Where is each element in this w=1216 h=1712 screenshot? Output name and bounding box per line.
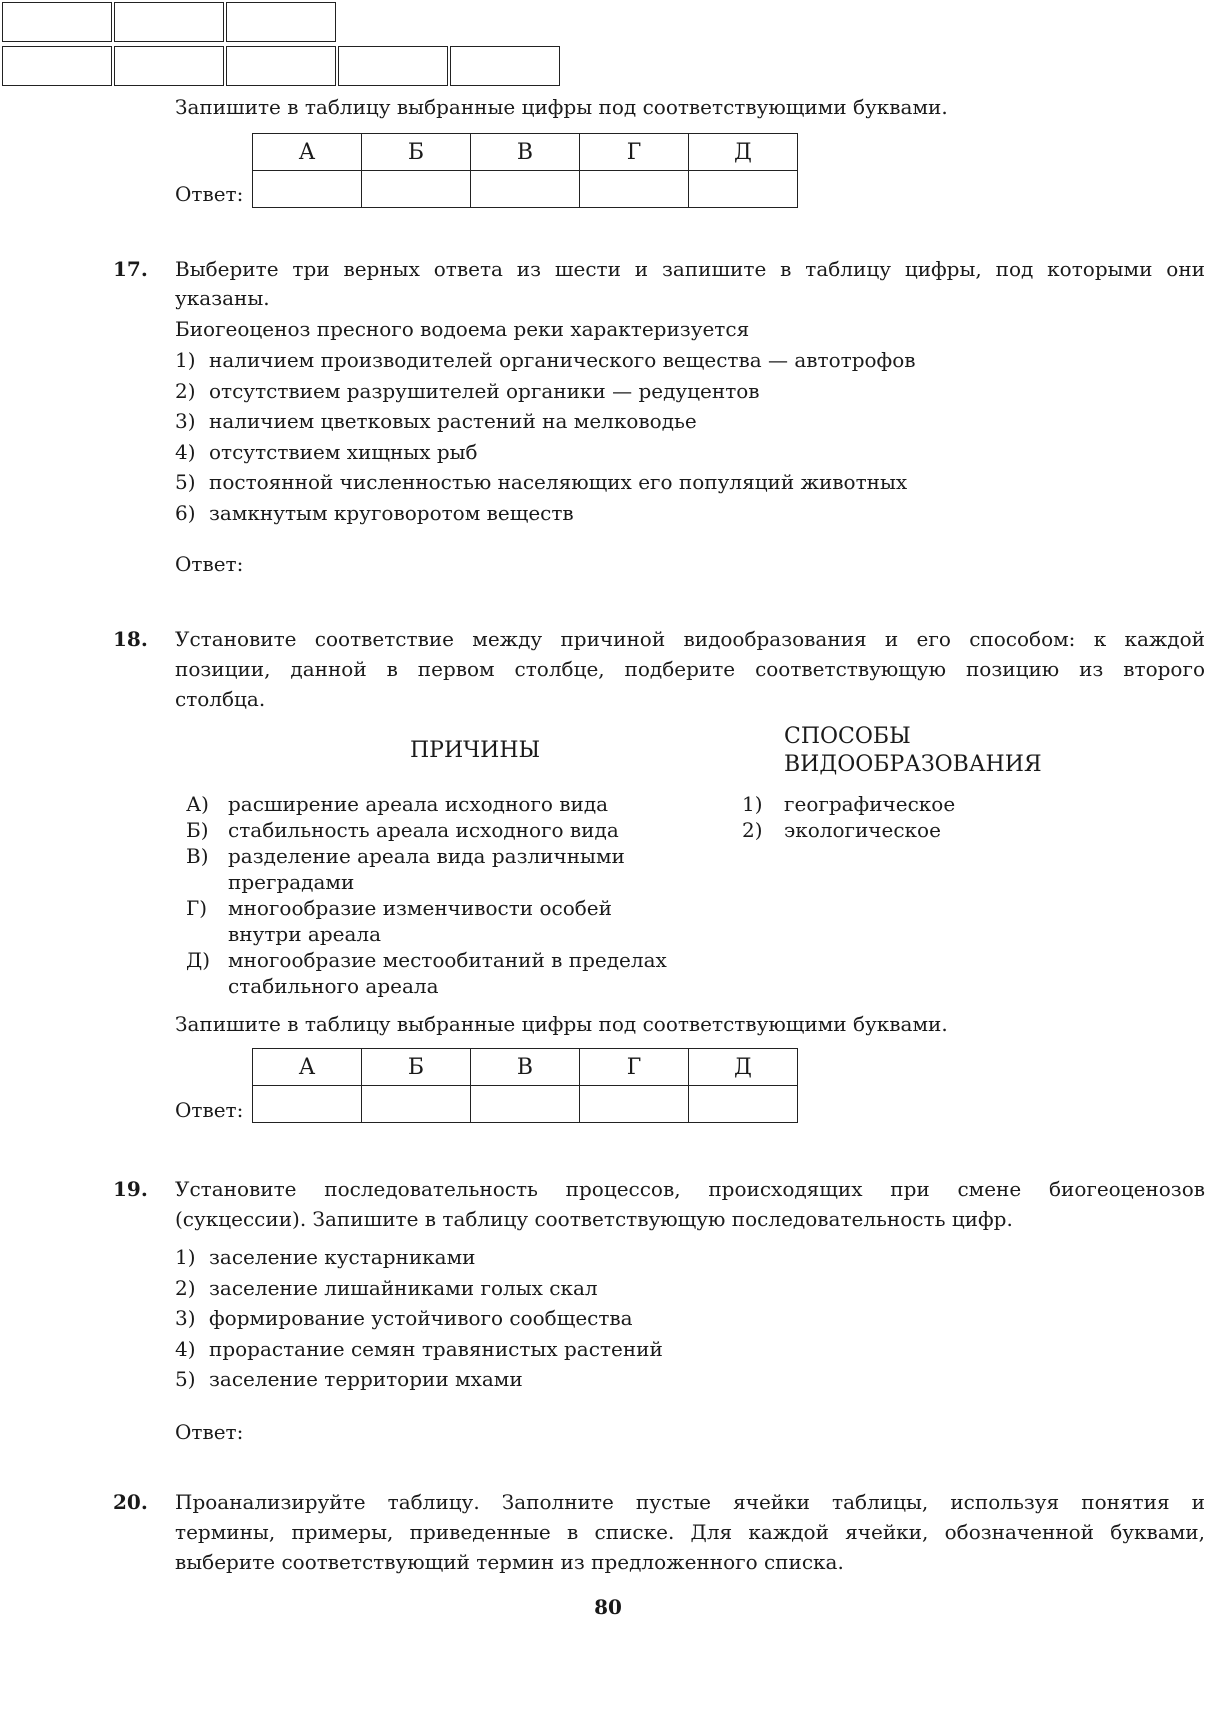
q18-answer-label: Ответ: (175, 1098, 244, 1122)
answer-cell[interactable] (114, 46, 224, 86)
letter-cell: Б (362, 134, 471, 171)
letter-cell: В (471, 1049, 580, 1086)
q16-answer-label: Ответ: (175, 182, 244, 206)
q19-number: 19. (113, 1177, 148, 1201)
letter-cell: Д (689, 1049, 798, 1086)
q19-prompt-line2: (сукцессии). Запишите в таблицу соответствующую последовательность цифр. (175, 1207, 1013, 1231)
q16-instruction: Запишите в таблицу выбранные цифры под соответствующими буквами. (175, 95, 948, 119)
column-header-methods-1: СПОСОБЫ (784, 724, 911, 749)
letter-cell: Г (580, 1049, 689, 1086)
q20-prompt-line2: термины, примеры, приведенные в списке. Для каждой ячейки, обозначенной буквами, (175, 1520, 1205, 1544)
answer-cell[interactable] (2, 2, 112, 42)
page-number: 80 (594, 1595, 622, 1619)
answer-cell[interactable] (253, 1086, 362, 1123)
list-item: 2) отсутствием разрушителей органики — редуцентов (175, 378, 760, 403)
list-item: 4) прорастание семян травянистых растений (175, 1336, 663, 1361)
letter-cell: Г (580, 134, 689, 171)
answer-cell[interactable] (450, 46, 560, 86)
answer-cell[interactable] (226, 46, 336, 86)
list-item: 4) отсутствием хищных рыб (175, 439, 478, 464)
q18-number: 18. (113, 627, 148, 651)
letter-cell: А (253, 134, 362, 171)
list-item: 3) формирование устойчивого сообщества (175, 1306, 633, 1330)
q17-number: 17. (113, 257, 148, 281)
answer-cell[interactable] (689, 1086, 798, 1123)
q17-prompt-line2: указаны. (175, 286, 270, 310)
answer-cell[interactable] (253, 171, 362, 208)
q17-stem: Биогеоценоз пресного водоема реки характеризуется (175, 317, 750, 341)
q18-prompt-line3: столбца. (175, 687, 266, 711)
exam-page: Запишите в таблицу выбранные цифры под соответствующими буквами. Ответ: А Б В Г Д 17. Выберите три верных ответа из шести и запишите в таблицу цифры, под которыми они указаны. Биогеоценоз пресного водоема реки характеризуется 1) наличием производителей органического вещества — автотрофов 2) отсутствием разрушителей органики — редуцентов 3) наличием цветковых растений на мелководье 4) отсутствием хищных рыб 5) постоянной численностью населяющих его популяций животных 6) замкнутым круговоротом веществ Ответ: 18. Установите соответствие между причиной видообразования и его способом: к каждой позиции, данной в первом столбце, подберите соответствующую позицию из второго столбца. ПРИЧИНЫ СПОСОБЫ ВИДООБРАЗОВАНИЯ А) расширение ареала исходного вида Б) стабильность ареала исходного вида В) разделение ареала вида различными преградами Г) многообразие изменчивости особей внутри ареала Д) многообразие местообитаний в пределах стабильного ареала 1) географическое 2) экологическое Запишите в таблицу выбранные цифры под соответствующими буквами. Ответ: А Б В Г Д 19. Установите последовательность процессов, происходящих при смене биогеоценозов (сукцессии). Запишите в таблицу соответствующую последовательность цифр. 1) заселение кустарниками 2) заселение лишайниками голых скал 3) формирование устойчивого сообщества 4) прорастание семян травянистых растений 5) заселение территории мхами Ответ: 20. Проанализируйте таблицу. Заполните пустые ячейки таблицы, используя понятия и термины, примеры, приведенные в списке. Для каждой ячейки, обозначенной буквами, выберите соответствующий термин из предложенного списка. 80 (0, 0, 1216, 1712)
letter-cell: Б (362, 1049, 471, 1086)
answer-cell[interactable] (471, 1086, 580, 1123)
answer-cell[interactable] (689, 171, 798, 208)
answer-cell[interactable] (114, 2, 224, 42)
list-item: 2) заселение лишайниками голых скал (175, 1275, 598, 1300)
q18-answer-table (252, 1048, 798, 1123)
q17-answer-table (0, 0, 338, 44)
q18-prompt-line1: Установите соответствие между причиной видообразования и его способом: к каждой (175, 627, 1205, 651)
q16-answer-table (252, 133, 798, 208)
q20-prompt-line3: выберите соответствующий термин из предложенного списка. (175, 1550, 844, 1574)
list-item: 5) постоянной численностью населяющих его популяций животных (175, 470, 908, 494)
answer-cell[interactable] (2, 46, 112, 86)
q18-prompt-line2: позиции, данной в первом столбце, подберите соответствующую позицию из второго (175, 657, 1205, 681)
column-header-methods-2: ВИДООБРАЗОВАНИЯ (784, 752, 1042, 777)
answer-cell[interactable] (471, 171, 580, 208)
q19-options (175, 1242, 663, 1395)
q19-prompt-line1: Установите последовательность процессов, происходящих при смене биогеоценозов (175, 1177, 1205, 1201)
list-item: 1) наличием производителей органического вещества — автотрофов (175, 348, 916, 372)
list-item: 6) замкнутым круговоротом веществ (175, 500, 574, 525)
column-header-causes: ПРИЧИНЫ (410, 738, 541, 763)
list-item: 5) заселение территории мхами (175, 1367, 523, 1391)
letter-cell: В (471, 134, 580, 171)
q19-answer-label: Ответ: (175, 1420, 244, 1444)
answer-cell[interactable] (226, 2, 336, 42)
list-item: 1) заселение кустарниками (175, 1245, 476, 1269)
letter-cell: А (253, 1049, 362, 1086)
answer-cell[interactable] (580, 171, 689, 208)
answer-cell[interactable] (362, 1086, 471, 1123)
q17-options (175, 345, 916, 528)
answer-cell[interactable] (580, 1086, 689, 1123)
list-item: 3) наличием цветковых растений на мелководье (175, 409, 697, 433)
q17-answer-label: Ответ: (175, 552, 244, 576)
answer-cell[interactable] (362, 171, 471, 208)
answer-cell[interactable] (338, 46, 448, 86)
q20-number: 20. (113, 1490, 148, 1514)
letter-cell: Д (689, 134, 798, 171)
q17-prompt-line1: Выберите три верных ответа из шести и запишите в таблицу цифры, под которыми они (175, 257, 1205, 281)
q20-prompt-line1: Проанализируйте таблицу. Заполните пустые ячейки таблицы, используя понятия и (175, 1490, 1205, 1514)
q18-instruction: Запишите в таблицу выбранные цифры под соответствующими буквами. (175, 1012, 948, 1036)
q19-answer-table (0, 44, 562, 88)
